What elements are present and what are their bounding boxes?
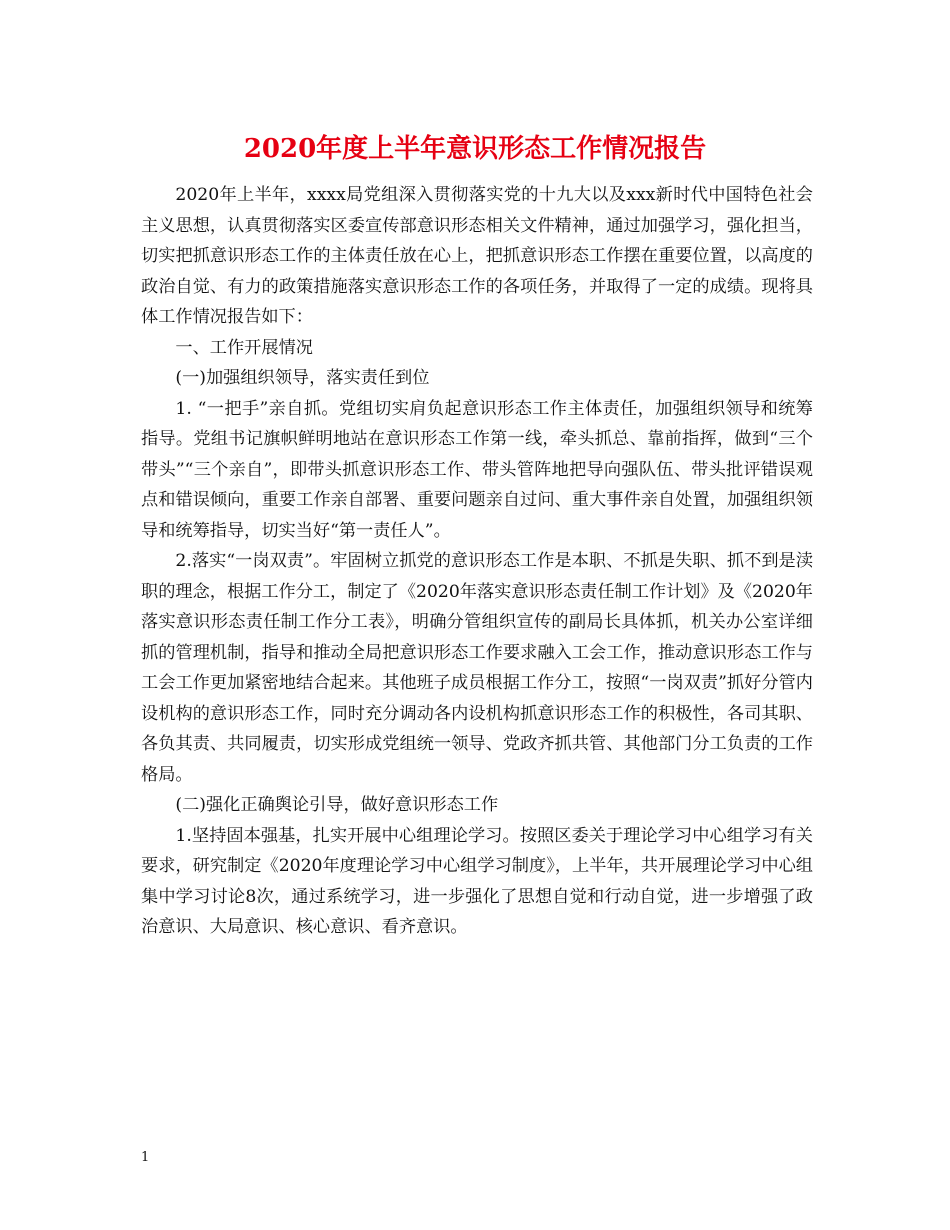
document-title: 2020年度上半年意识形态工作情况报告 — [243, 134, 707, 164]
page-number: 1 — [141, 1150, 150, 1165]
paragraph-intro: 2020年上半年，xxxx局党组深入贯彻落实党的十九大以及xxx新时代中国特色社会主义思想，认真贯彻落实区委宣传部意识形态相关文件精神，通过加强学习，强化担当，切实把抓意识形态工作的主体责任放在心上，把抓意识形态工作摆在重要位置，以高度的政治自觉、有力的政策措施落实意识形态工作的各项任务，并取得了一定的成绩。现将具体工作情况报告如下： — [141, 185, 813, 327]
paragraph-item-1: 1. “一把手”亲自抓。党组切实肩负起意识形态工作主体责任，加强组织领导和统筹指导。党组书记旗帜鲜明地站在意识形态工作第一线，牵头抓总、靠前指挥，做到“三个带头”“三个亲自”，即带头抓意识形态工作、带头管阵地把导向强队伍、带头批评错误观点和错误倾向，重要工作亲自部署、重要问题亲自过问、重大事件亲自处置，加强组织领导和统筹指导，切实当好“第一责任人”。 — [141, 398, 813, 541]
paragraph-item-3: 1.坚持固本强基，扎实开展中心组理论学习。按照区委关于理论学习中心组学习有关要求，研究制定《2020年度理论学习中心组学习制度》，上半年，共开展理论学习中心组集中学习讨论8次，通过系统学习，进一步强化了思想自觉和行动自觉，进一步增强了政治意识、大局意识、核心意识、看齐意识。 — [141, 825, 813, 937]
paragraph-item-2: 2.落实“一岗双责”。牢固树立抓党的意识形态工作是本职、不抓是失职、抓不到是渎职的理念，根据工作分工，制定了《2020年落实意识形态责任制工作计划》及《2020年落实意识形态责任制工作分工表》，明确分管组织宣传的副局长具体抓，机关办公室详细抓的管理机制，指导和推动全局把意识形态工作要求融入工会工作，推动意识形态工作与工会工作更加紧密地结合起来。其他班子成员根据工作分工，按照“一岗双责”抓好分管内设机构的意识形态工作，同时充分调动各内设机构抓意识形态工作的积极性，各司其职、各负其责、共同履责，切实形成党组统一领导、党政齐抓共管、其他部门分工负责的工作格局。 — [141, 551, 813, 785]
section-heading-1: 一、工作开展情况 — [175, 337, 313, 358]
subsection-heading-2: (二)强化正确舆论引导，做好意识形态工作 — [175, 795, 499, 815]
document-body — [141, 180, 813, 943]
subsection-heading-1: (一)加强组织领导，落实责任到位 — [175, 368, 430, 388]
